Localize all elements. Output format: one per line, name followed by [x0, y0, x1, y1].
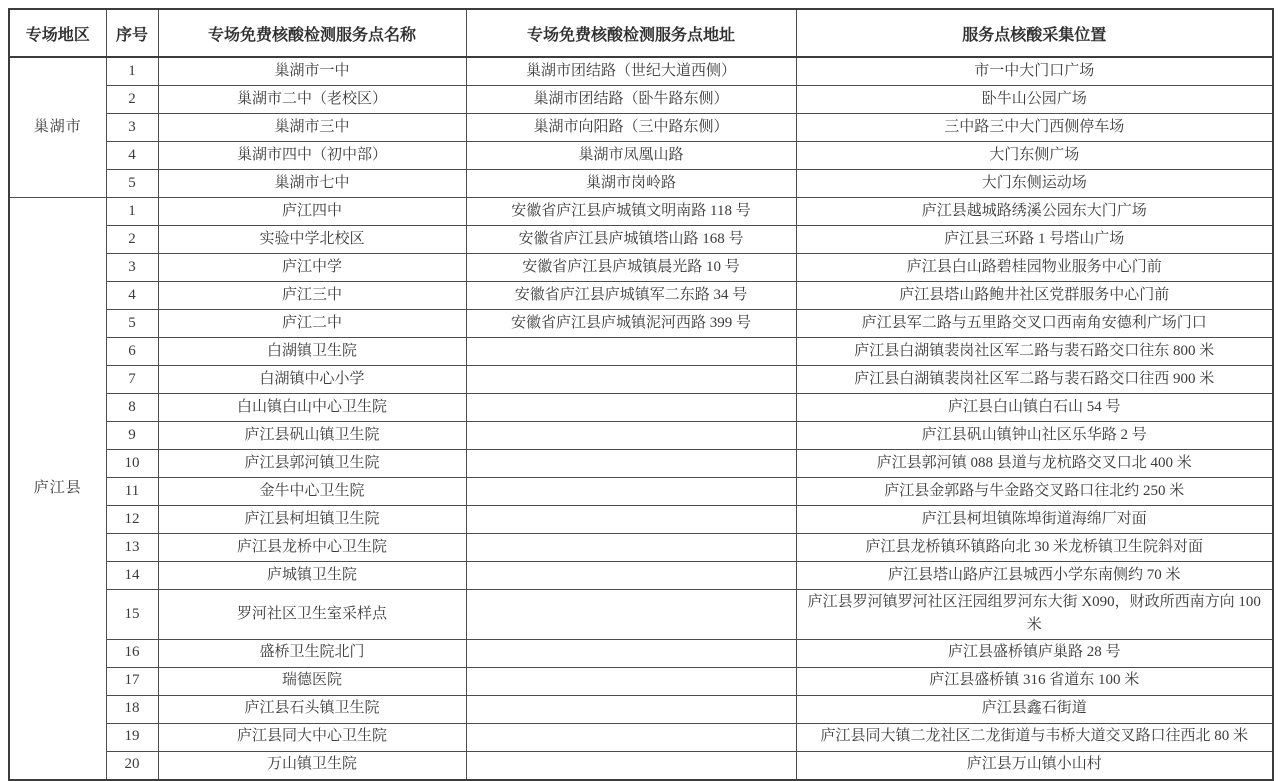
table-row [9, 86, 1273, 114]
row-number-cell: 5 [106, 170, 158, 198]
row-number-cell: 5 [106, 310, 158, 338]
collection-location-cell: 庐江县白湖镇裴岗社区军二路与裴石路交口往西 900 米 [796, 366, 1273, 394]
site-name-cell: 瑞德医院 [158, 667, 466, 695]
row-number-cell: 1 [106, 198, 158, 226]
collection-location-cell: 大门东侧运动场 [796, 170, 1273, 198]
collection-location-cell: 庐江县同大镇二龙社区二龙街道与韦桥大道交叉路口往西北 80 米 [796, 723, 1273, 751]
testing-sites-table [8, 8, 1274, 781]
site-name-cell: 庐城镇卫生院 [158, 562, 466, 590]
collection-location-cell: 庐江县罗河镇罗河社区汪园组罗河东大街 X090，财政所西南方向 100 米 [796, 590, 1273, 640]
site-address-cell: 巢湖市团结路（卧牛路东侧） [466, 86, 796, 114]
site-address-cell [466, 695, 796, 723]
site-name-cell: 巢湖市七中 [158, 170, 466, 198]
site-address-cell [466, 506, 796, 534]
table-row [9, 254, 1273, 282]
site-name-cell: 白湖镇卫生院 [158, 338, 466, 366]
site-name-cell: 巢湖市三中 [158, 114, 466, 142]
site-name-cell: 庐江县龙桥中心卫生院 [158, 534, 466, 562]
site-name-cell: 庐江县矾山镇卫生院 [158, 422, 466, 450]
site-address-cell [466, 422, 796, 450]
row-number-cell: 4 [106, 142, 158, 170]
row-number-cell: 20 [106, 751, 158, 780]
row-number-cell: 7 [106, 366, 158, 394]
collection-location-cell: 市一中大门口广场 [796, 57, 1273, 86]
collection-location-cell: 卧牛山公园广场 [796, 86, 1273, 114]
table-row [9, 478, 1273, 506]
region-cell: 庐江县 [9, 198, 106, 780]
row-number-cell: 11 [106, 478, 158, 506]
table-row [9, 590, 1273, 640]
header-row [9, 9, 1273, 57]
table-row [9, 114, 1273, 142]
site-address-cell [466, 667, 796, 695]
table-row [9, 667, 1273, 695]
table-row [9, 142, 1273, 170]
site-address-cell [466, 562, 796, 590]
row-number-cell: 17 [106, 667, 158, 695]
site-name-cell: 金牛中心卫生院 [158, 478, 466, 506]
collection-location-cell: 庐江县柯坦镇陈埠街道海绵厂对面 [796, 506, 1273, 534]
collection-location-cell: 庐江县盛桥镇 316 省道东 100 米 [796, 667, 1273, 695]
site-name-cell: 罗河社区卫生室采样点 [158, 590, 466, 640]
collection-location-cell: 庐江县万山镇小山村 [796, 751, 1273, 780]
row-number-cell: 18 [106, 695, 158, 723]
collection-location-cell: 大门东侧广场 [796, 142, 1273, 170]
collection-location-cell: 庐江县鑫石街道 [796, 695, 1273, 723]
site-address-cell: 安徽省庐江县庐城镇塔山路 168 号 [466, 226, 796, 254]
row-number-cell: 6 [106, 338, 158, 366]
row-number-cell: 14 [106, 562, 158, 590]
site-name-cell: 巢湖市四中（初中部） [158, 142, 466, 170]
table-row [9, 394, 1273, 422]
site-name-cell: 巢湖市一中 [158, 57, 466, 86]
site-name-cell: 庐江县柯坦镇卫生院 [158, 506, 466, 534]
site-name-cell: 实验中学北校区 [158, 226, 466, 254]
collection-location-cell: 庐江县盛桥镇庐巢路 28 号 [796, 639, 1273, 667]
row-number-cell: 9 [106, 422, 158, 450]
testing-sites-table-wrapper [8, 8, 1272, 781]
header-site-address: 专场免费核酸检测服务点地址 [466, 9, 796, 57]
table-row [9, 639, 1273, 667]
collection-location-cell: 庐江县白山路碧桂园物业服务中心门前 [796, 254, 1273, 282]
row-number-cell: 3 [106, 114, 158, 142]
table-row [9, 57, 1273, 86]
site-name-cell: 庐江四中 [158, 198, 466, 226]
row-number-cell: 2 [106, 86, 158, 114]
collection-location-cell: 庐江县金郭路与牛金路交叉路口往北约 250 米 [796, 478, 1273, 506]
row-number-cell: 16 [106, 639, 158, 667]
table-row [9, 282, 1273, 310]
table-row [9, 422, 1273, 450]
collection-location-cell: 庐江县塔山路庐江县城西小学东南侧约 70 米 [796, 562, 1273, 590]
site-name-cell: 庐江县同大中心卫生院 [158, 723, 466, 751]
row-number-cell: 8 [106, 394, 158, 422]
site-name-cell: 庐江三中 [158, 282, 466, 310]
site-address-cell: 安徽省庐江县庐城镇晨光路 10 号 [466, 254, 796, 282]
site-address-cell: 安徽省庐江县庐城镇军二东路 34 号 [466, 282, 796, 310]
site-address-cell [466, 338, 796, 366]
site-name-cell: 庐江二中 [158, 310, 466, 338]
table-row [9, 310, 1273, 338]
header-site-name: 专场免费核酸检测服务点名称 [158, 9, 466, 57]
collection-location-cell: 庐江县越城路绣溪公园东大门广场 [796, 198, 1273, 226]
site-name-cell: 盛桥卫生院北门 [158, 639, 466, 667]
site-name-cell: 万山镇卫生院 [158, 751, 466, 780]
table-row [9, 723, 1273, 751]
collection-location-cell: 三中路三中大门西侧停车场 [796, 114, 1273, 142]
site-name-cell: 庐江中学 [158, 254, 466, 282]
site-address-cell: 巢湖市团结路（世纪大道西侧） [466, 57, 796, 86]
site-address-cell [466, 394, 796, 422]
table-header [9, 9, 1273, 57]
site-name-cell: 巢湖市二中（老校区） [158, 86, 466, 114]
table-row [9, 170, 1273, 198]
row-number-cell: 19 [106, 723, 158, 751]
row-number-cell: 13 [106, 534, 158, 562]
site-name-cell: 庐江县郭河镇卫生院 [158, 450, 466, 478]
row-number-cell: 3 [106, 254, 158, 282]
site-name-cell: 白山镇白山中心卫生院 [158, 394, 466, 422]
collection-location-cell: 庐江县矾山镇钟山社区乐华路 2 号 [796, 422, 1273, 450]
row-number-cell: 15 [106, 590, 158, 640]
collection-location-cell: 庐江县白湖镇裴岗社区军二路与裴石路交口往东 800 米 [796, 338, 1273, 366]
collection-location-cell: 庐江县龙桥镇环镇路向北 30 米龙桥镇卫生院斜对面 [796, 534, 1273, 562]
site-address-cell: 安徽省庐江县庐城镇文明南路 118 号 [466, 198, 796, 226]
site-address-cell [466, 751, 796, 780]
table-row [9, 534, 1273, 562]
row-number-cell: 4 [106, 282, 158, 310]
row-number-cell: 10 [106, 450, 158, 478]
table-row [9, 226, 1273, 254]
collection-location-cell: 庐江县郭河镇 088 县道与龙杭路交叉口北 400 米 [796, 450, 1273, 478]
table-row [9, 506, 1273, 534]
table-body [9, 57, 1273, 780]
site-address-cell [466, 639, 796, 667]
site-address-cell: 巢湖市凤凰山路 [466, 142, 796, 170]
site-address-cell [466, 590, 796, 640]
table-row [9, 366, 1273, 394]
site-address-cell [466, 450, 796, 478]
collection-location-cell: 庐江县白山镇白石山 54 号 [796, 394, 1273, 422]
site-name-cell: 白湖镇中心小学 [158, 366, 466, 394]
row-number-cell: 1 [106, 57, 158, 86]
table-row [9, 695, 1273, 723]
site-address-cell [466, 478, 796, 506]
site-address-cell [466, 534, 796, 562]
collection-location-cell: 庐江县军二路与五里路交叉口西南角安德利广场门口 [796, 310, 1273, 338]
region-cell: 巢湖市 [9, 57, 106, 198]
site-address-cell: 巢湖市岗岭路 [466, 170, 796, 198]
header-number: 序号 [106, 9, 158, 57]
table-row [9, 751, 1273, 780]
site-address-cell [466, 366, 796, 394]
table-row [9, 338, 1273, 366]
header-collection-location: 服务点核酸采集位置 [796, 9, 1273, 57]
site-address-cell: 安徽省庐江县庐城镇泥河西路 399 号 [466, 310, 796, 338]
site-name-cell: 庐江县石头镇卫生院 [158, 695, 466, 723]
table-row [9, 562, 1273, 590]
row-number-cell: 12 [106, 506, 158, 534]
header-region: 专场地区 [9, 9, 106, 57]
row-number-cell: 2 [106, 226, 158, 254]
collection-location-cell: 庐江县三环路 1 号塔山广场 [796, 226, 1273, 254]
site-address-cell [466, 723, 796, 751]
table-row [9, 450, 1273, 478]
table-row [9, 198, 1273, 226]
collection-location-cell: 庐江县塔山路鲍井社区党群服务中心门前 [796, 282, 1273, 310]
site-address-cell: 巢湖市向阳路（三中路东侧） [466, 114, 796, 142]
